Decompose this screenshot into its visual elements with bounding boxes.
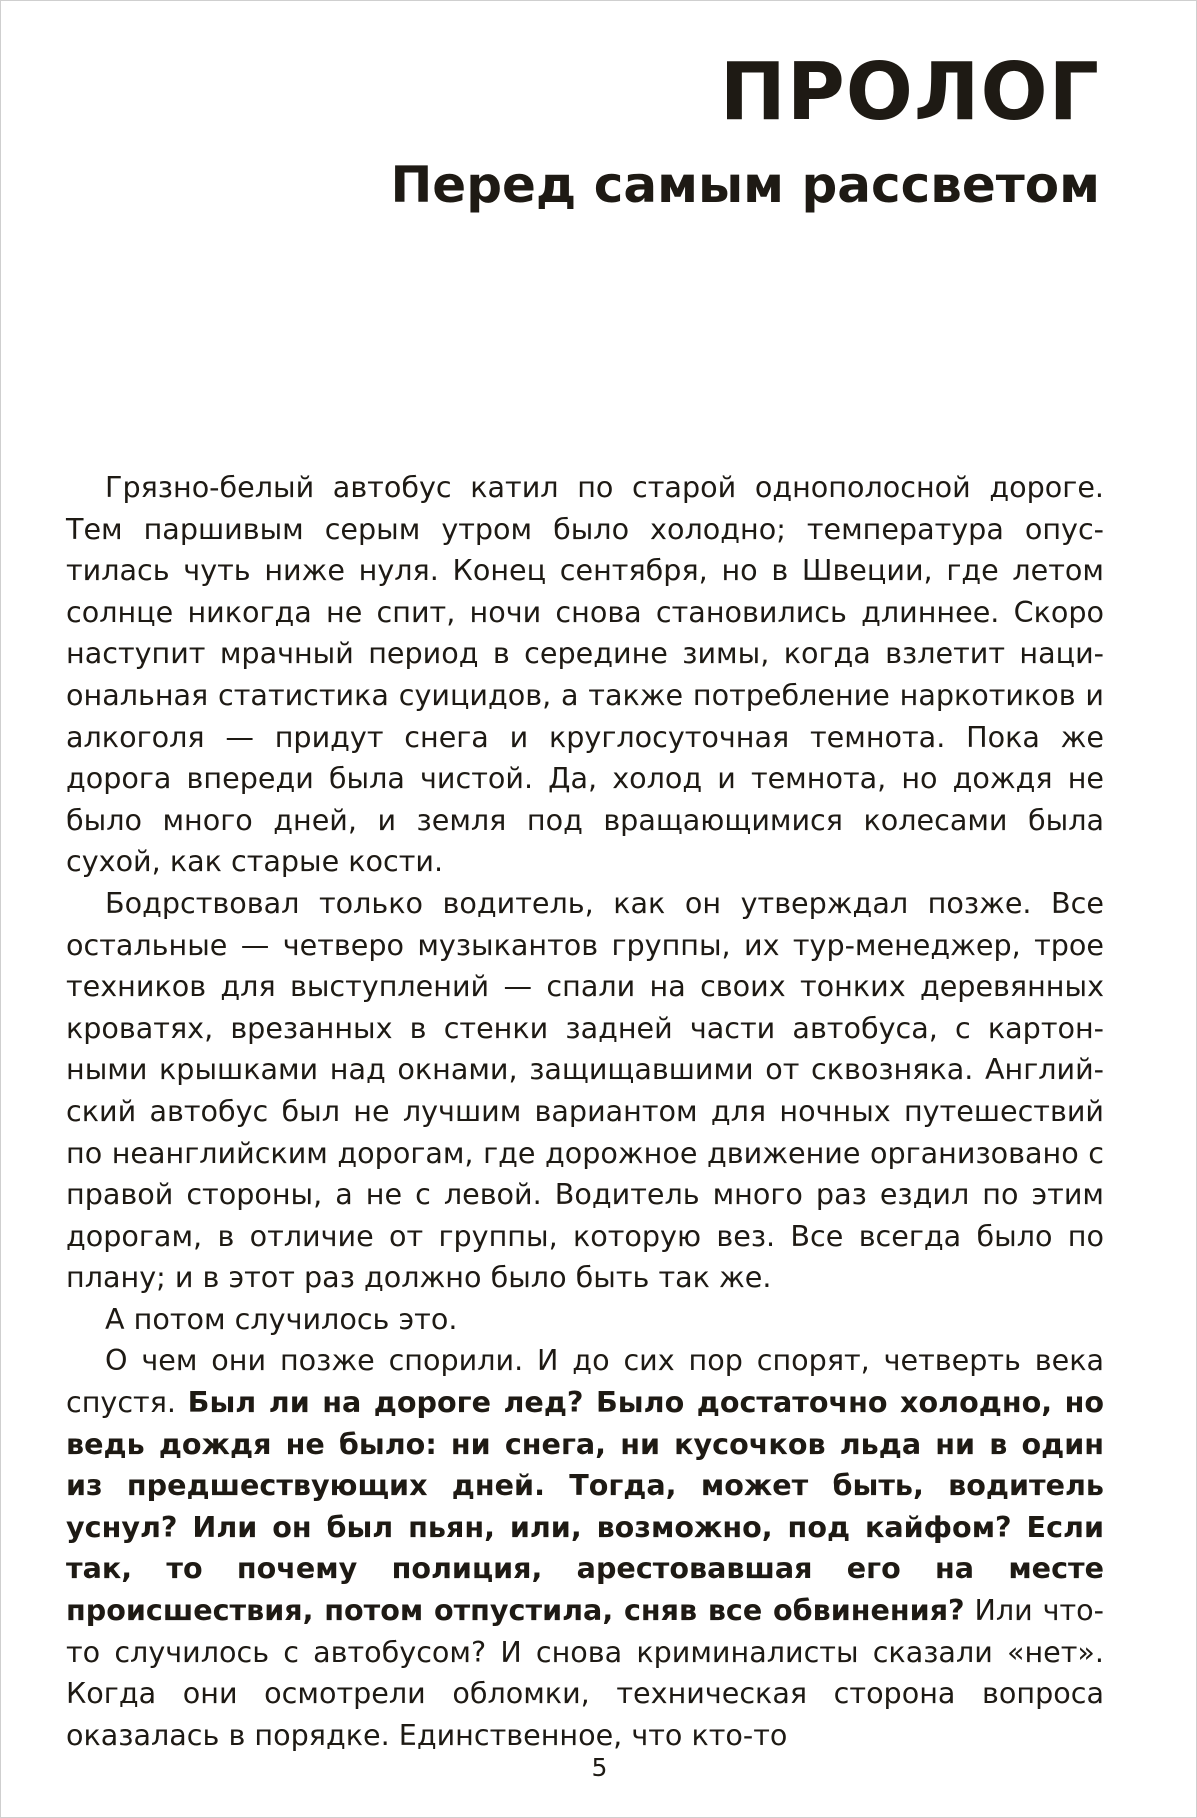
bold-passage: Был ли на дороге лед? Было достаточно холодно, но ведь дождя не было: ни снега, ни кусочков льда ни в один из предшествующих дней. Тогда, может быть, водитель уснул? Или он был пьян, или, возможно, под кайфом? Если так, то почему полиция, арестовавшая его на месте происшествия, потом отпустила, сняв все обвинения? xyxy=(66,1385,1104,1628)
chapter-subtitle: Перед самым рассветом xyxy=(390,156,1100,214)
page-number: 5 xyxy=(591,1753,608,1782)
paragraph-text: Или что-то случилось с автобусом? И снова криминалисты сказали «нет». Когда они осмотрели обломки, техническая сторона вопроса оказалась в порядке. Единственное, что кто-то xyxy=(66,1593,1104,1752)
chapter-title: ПРОЛОГ xyxy=(719,46,1100,138)
paragraph: Грязно-белый автобус катил по старой однополосной дороге. Тем паршивым серым утром было холодно; температура опустилась чуть ниже нуля. Конец сентября, но в Швеции, где летом солнце никогда не спит, ночи снова становились длиннее. Скоро наступит мрачный период в середине зимы, когда взлетит национальная статистика суицидов, а также потребление наркотиков и алкоголя — придут снега и круглосуточная темнота. Пока же дорога впереди была чистой. Да, холод и темнота, но дождя не было много дней, и земля под вращающимися колесами была сухой, как старые кости. xyxy=(66,470,1104,879)
paragraph: А потом случилось это. xyxy=(105,1301,458,1336)
chapter-heading xyxy=(390,46,1100,214)
body-text xyxy=(66,467,1104,1756)
paragraph: Бодрствовал только водитель, как он утверждал позже. Все остальные — четверо музыкантов группы, их тур-менеджер, трое техников для выступлений — спали на своих тонких деревянных кроватях, врезанных в стенки задней части автобуса, с картонными крышками над окнами, защищавшими от сквозняка. Английский автобус был не лучшим вариантом для ночных путешествий по неанглийским дорогам, где дорожное движение организовано с правой стороны, а не с левой. Водитель много раз ездил по этим дорогам, в отличие от группы, которую вез. Все всегда было по плану; и в этот раз должно было быть так же. xyxy=(66,885,1104,1295)
paragraph xyxy=(66,1340,1104,1756)
paragraph-text: О чем они позже спорили. И до сих пор спорят, четверть века спустя. xyxy=(66,1343,1104,1420)
